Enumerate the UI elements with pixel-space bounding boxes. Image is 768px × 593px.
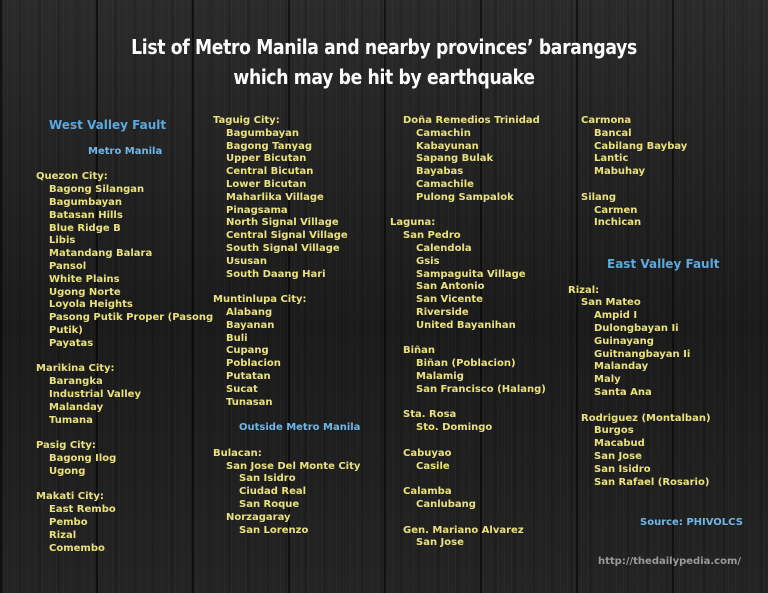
spacer bbox=[390, 473, 546, 486]
area-heading: Carmona bbox=[581, 115, 632, 126]
barangay-item: Bayabas bbox=[416, 166, 464, 178]
barangay-item: San Jose bbox=[594, 450, 642, 462]
barangay-item: United Bayanihan bbox=[416, 319, 516, 331]
column-1 bbox=[36, 117, 213, 555]
barangay-item: Inchican bbox=[594, 217, 642, 229]
barangay-item: San Pedro bbox=[403, 230, 461, 242]
title-line-2: which may be hit by earthquake bbox=[233, 65, 535, 89]
barangay-item: Buli bbox=[226, 332, 248, 344]
barangay-item: Guinayang bbox=[594, 335, 654, 347]
barangay-item: Cupang bbox=[226, 345, 269, 357]
barangay-item: Poblacion bbox=[226, 358, 281, 370]
area-heading: Muntinlupa City: bbox=[213, 294, 307, 306]
area-heading: Laguna: bbox=[390, 217, 436, 229]
barangay-item: Blue Ridge B bbox=[49, 222, 121, 234]
barangay-item: Industrial Valley bbox=[49, 388, 141, 400]
barangay-item: Macabud bbox=[594, 438, 645, 450]
barangay-item: Casile bbox=[416, 460, 450, 472]
column-2 bbox=[213, 115, 360, 537]
barangay-item: Guitnangbayan Ii bbox=[594, 348, 691, 360]
barangay-item: Sampaguita Village bbox=[416, 268, 526, 280]
area-heading: Bulacan: bbox=[213, 447, 262, 459]
area-heading: Biñan bbox=[403, 345, 436, 357]
barangay-item: San Jose bbox=[416, 537, 464, 549]
area-heading: Rizal: bbox=[568, 284, 600, 296]
barangay-item: Lower Bicutan bbox=[226, 178, 307, 190]
barangay-item: Malamig bbox=[416, 370, 464, 382]
spacer bbox=[390, 435, 546, 448]
barangay-item: San Jose Del Monte City bbox=[226, 460, 361, 472]
barangay-item: Burgos bbox=[594, 425, 634, 437]
barangay-item: Loyola Heights bbox=[49, 299, 133, 311]
area-heading: Rodriguez (Montalban) bbox=[581, 412, 711, 424]
spacer bbox=[390, 397, 546, 410]
barangay-item: Pulong Sampalok bbox=[416, 191, 514, 203]
spacer bbox=[568, 243, 719, 256]
barangay-item: White Plains bbox=[49, 273, 120, 285]
barangay-item: Putik) bbox=[49, 324, 83, 336]
barangay-item: San Rafael (Rosario) bbox=[594, 476, 710, 488]
barangay-item: Dulongbayan Ii bbox=[594, 322, 679, 334]
barangay-item: Comembo bbox=[49, 542, 105, 554]
barangay-item: Rizal bbox=[49, 529, 77, 541]
barangay-item: South Daang Hari bbox=[226, 268, 326, 280]
area-heading: Silang bbox=[581, 191, 617, 203]
barangay-item: Matandang Balara bbox=[49, 248, 153, 260]
spacer bbox=[213, 435, 360, 448]
barangay-item: North Signal Village bbox=[226, 217, 339, 229]
area-heading: Calamba bbox=[403, 486, 452, 498]
barangay-item: Pasong Putik Proper (Pasong bbox=[49, 312, 214, 324]
barangay-item: San Isidro bbox=[239, 473, 296, 485]
area-heading: Quezon City: bbox=[36, 171, 108, 183]
barangay-item: Libis bbox=[49, 235, 76, 247]
barangay-item: Batasan Hills bbox=[49, 209, 123, 221]
barangay-item: Central Bicutan bbox=[226, 166, 314, 178]
barangay-item: Bayanan bbox=[226, 319, 275, 331]
barangay-item: Sapang Bulak bbox=[416, 153, 494, 165]
column-3 bbox=[390, 115, 546, 550]
barangay-item: Bancal bbox=[594, 127, 632, 139]
barangay-item: Cabilang Baybay bbox=[594, 140, 688, 152]
barangay-item: Kabayunan bbox=[416, 140, 479, 152]
barangay-item: Upper Bicutan bbox=[226, 153, 307, 165]
area-heading: Gen. Mariano Alvarez bbox=[403, 524, 524, 536]
spacer bbox=[390, 333, 546, 346]
region-heading: Metro Manila bbox=[88, 145, 163, 157]
spacer bbox=[568, 230, 719, 243]
barangay-item: Central Signal Village bbox=[226, 230, 348, 242]
barangay-item: Tumana bbox=[49, 414, 93, 426]
barangay-item: Barangka bbox=[49, 376, 103, 388]
barangay-item: Camachin bbox=[416, 127, 471, 139]
region-heading: Outside Metro Manila bbox=[239, 422, 361, 434]
column-4 bbox=[568, 115, 719, 489]
barangay-item: Putatan bbox=[226, 370, 271, 382]
barangay-item: Lantic bbox=[594, 153, 629, 165]
barangay-item: San Roque bbox=[239, 498, 300, 510]
barangay-item: Sucat bbox=[226, 383, 258, 395]
spacer bbox=[36, 133, 213, 146]
fault-heading: East Valley Fault bbox=[607, 256, 720, 271]
barangay-item: Sto. Domingo bbox=[416, 422, 493, 434]
barangay-item: Norzagaray bbox=[226, 511, 291, 523]
area-heading: Pasig City: bbox=[36, 440, 96, 452]
spacer bbox=[213, 281, 360, 294]
barangay-item: Mabuhay bbox=[594, 166, 646, 178]
barangay-item: Pinagsama bbox=[226, 204, 288, 216]
spacer bbox=[390, 205, 546, 218]
barangay-item: Maharlika Village bbox=[226, 191, 324, 203]
barangay-item: East Rembo bbox=[49, 504, 116, 516]
spacer bbox=[568, 272, 719, 285]
barangay-item: Pansol bbox=[49, 260, 87, 272]
source-credit: Source: PHIVOLCS bbox=[640, 517, 743, 528]
barangay-item: San Isidro bbox=[594, 463, 651, 475]
page-title bbox=[54, 32, 714, 92]
barangay-item: Bagong Tanyag bbox=[226, 140, 312, 152]
area-heading: Doña Remedios Trinidad bbox=[403, 115, 540, 126]
spacer bbox=[36, 159, 213, 172]
area-heading: Sta. Rosa bbox=[403, 409, 457, 421]
barangay-item: Riverside bbox=[416, 306, 469, 318]
barangay-item: San Vicente bbox=[416, 294, 483, 306]
barangay-item: Santa Ana bbox=[594, 386, 652, 398]
barangay-item: Ususan bbox=[226, 255, 268, 267]
barangay-item: Ugong bbox=[49, 465, 86, 477]
barangay-item: Tunasan bbox=[226, 396, 273, 408]
site-url: http://thedailypedia.com/ bbox=[598, 556, 742, 567]
spacer bbox=[568, 400, 719, 413]
area-heading: Makati City: bbox=[36, 491, 104, 503]
barangay-item: Payatas bbox=[49, 337, 94, 349]
barangay-item: South Signal Village bbox=[226, 242, 340, 254]
spacer bbox=[36, 479, 213, 492]
title-line-1: List of Metro Manila and nearby provinces’ barangays bbox=[131, 35, 637, 59]
barangay-item: San Francisco (Halang) bbox=[416, 383, 546, 395]
spacer bbox=[568, 179, 719, 192]
area-heading: San Mateo bbox=[581, 297, 641, 309]
barangay-item: Camachile bbox=[416, 178, 474, 190]
barangay-item: Ciudad Real bbox=[239, 486, 307, 498]
barangay-item: Ampid I bbox=[594, 310, 638, 322]
barangay-item: Ugong Norte bbox=[49, 286, 121, 298]
barangay-item: San Antonio bbox=[416, 281, 485, 293]
barangay-item: Malanday bbox=[594, 361, 649, 373]
spacer bbox=[36, 427, 213, 440]
spacer bbox=[36, 351, 213, 364]
fault-heading: West Valley Fault bbox=[49, 118, 167, 132]
barangay-item: Maly bbox=[594, 374, 621, 386]
barangay-item: Bagong Ilog bbox=[49, 452, 117, 464]
barangay-item: Alabang bbox=[226, 306, 273, 318]
barangay-item: Bagong Silangan bbox=[49, 184, 145, 196]
barangay-item: Gsis bbox=[416, 255, 440, 267]
barangay-item: Bagumbayan bbox=[226, 127, 300, 139]
area-heading: Marikina City: bbox=[36, 363, 115, 375]
area-heading: Taguig City: bbox=[213, 115, 280, 126]
barangay-item: Carmen bbox=[594, 204, 638, 216]
barangay-item: Calendola bbox=[416, 242, 472, 254]
barangay-item: Malanday bbox=[49, 401, 104, 413]
barangay-item: Canlubang bbox=[416, 498, 476, 510]
barangay-item: Bagumbayan bbox=[49, 196, 123, 208]
area-heading: Cabuyao bbox=[403, 447, 452, 459]
spacer bbox=[390, 512, 546, 525]
spacer bbox=[213, 409, 360, 422]
barangay-item: Pembo bbox=[49, 516, 88, 528]
barangay-item: Biñan (Poblacion) bbox=[416, 358, 516, 370]
barangay-item: San Lorenzo bbox=[239, 524, 309, 536]
